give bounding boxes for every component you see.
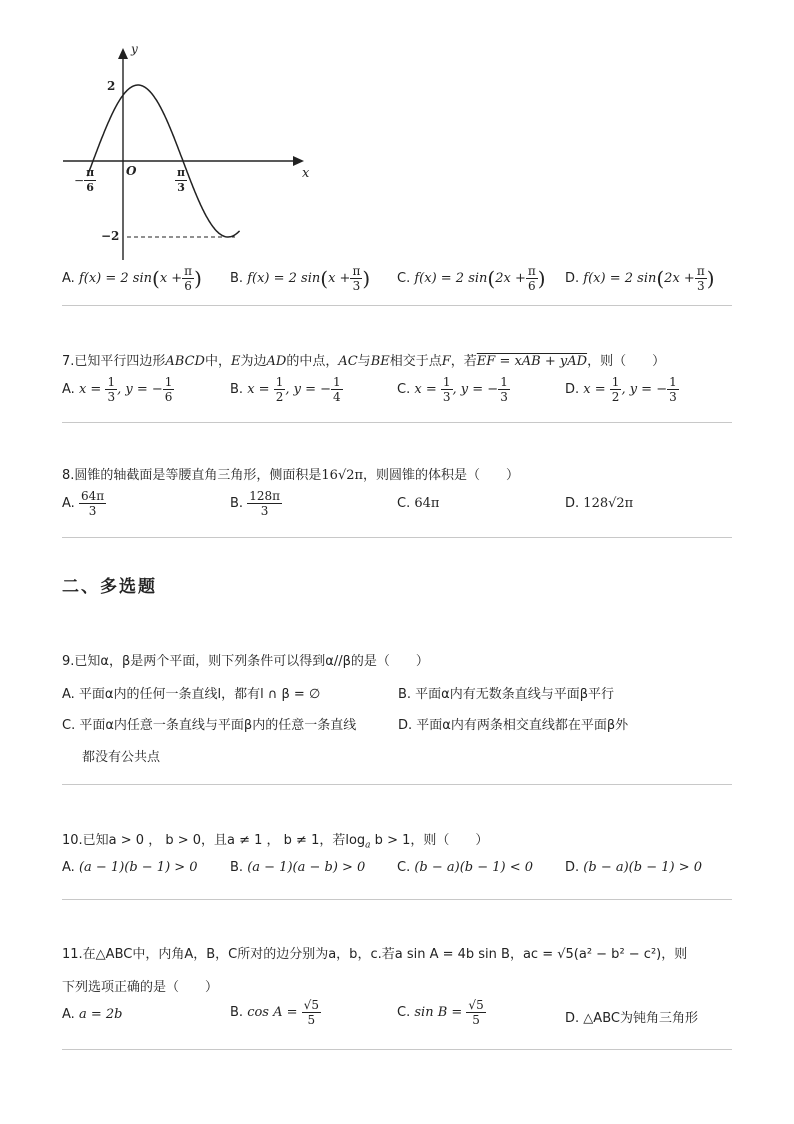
q10-option-a[interactable]: A. (a − 1)(b − 1) > 0	[62, 860, 198, 875]
q10-option-c[interactable]: C. (b − a)(b − 1) < 0	[397, 860, 534, 875]
q8-option-d[interactable]: D. 128√2π	[565, 496, 634, 511]
q8-option-b[interactable]: B. $\frac{128\pi}{3}$	[230, 489, 280, 518]
q11-option-d[interactable]: D. △ABC为钝角三角形	[565, 1011, 698, 1026]
q9-option-d[interactable]: D. 平面α内有两条相交直线都在平面β外	[398, 718, 629, 733]
q11-stem-line2: 下列选项正确的是（ ）	[62, 980, 219, 995]
y-min-tick: −2	[101, 229, 120, 243]
q9-stem: 9.已知α，β是两个平面，则下列条件可以得到α//β的是（ ）	[62, 654, 429, 669]
divider	[62, 422, 732, 423]
y-axis-label: y	[131, 42, 138, 56]
q7-option-c[interactable]: C. x = $\frac{1}{3}$ , y = − $\frac{1}{3}$	[397, 375, 508, 404]
sine-graph	[55, 40, 325, 260]
q7-option-b[interactable]: B. x = $\frac{1}{2}$ , y = − $\frac{1}{4}$	[230, 375, 341, 404]
y-max-tick: 2	[107, 79, 116, 93]
q6-option-d[interactable]: D. f(x) = 2 sin(2x + $\frac{\pi}{3}$ )	[565, 264, 715, 293]
q6-option-c[interactable]: C. f(x) = 2 sin(2x + $\frac{\pi}{6}$ )	[397, 264, 546, 293]
q11-option-b[interactable]: B. cos A = $\frac{√5}{5}$	[230, 998, 319, 1027]
section-title: 二、多选题	[62, 577, 157, 597]
q9-option-c[interactable]: C. 平面α内任意一条直线与平面β内的任意一条直线	[62, 718, 357, 733]
q8-option-c[interactable]: C. 64π	[397, 496, 440, 511]
y-axis-arrow	[118, 48, 128, 59]
q6-option-a[interactable]: A. f(x) = 2 sin(x + $\frac{\pi}{6}$ )	[62, 264, 202, 293]
x-axis-arrow	[293, 156, 304, 166]
q9-option-b[interactable]: B. 平面α内有无数条直线与平面β平行	[398, 687, 615, 702]
q7-option-d[interactable]: D. x = $\frac{1}{2}$ , y = − $\frac{1}{3}$	[565, 375, 677, 404]
origin-label: O	[126, 164, 137, 178]
q8-stem: 8.圆锥的轴截面是等腰直角三角形，侧面积是16√2π，则圆锥的体积是（ ）	[62, 468, 520, 483]
q7-stem: 7.已知平行四边形ABCD中，E为边AD的中点，AC与BE相交于点F，若EF = xAB + yAD，则（ ）	[62, 354, 666, 369]
q10-option-b[interactable]: B. (a − 1)(a − b) > 0	[230, 860, 366, 875]
q11-option-c[interactable]: C. sin B = $\frac{√5}{5}$	[397, 998, 484, 1027]
q11-stem: 11.在△ABC中，内角A，B，C所对的边分别为a，b，c.若a sin A = 4b sin B，ac = √5(a² − b² − c²)，则	[62, 947, 688, 962]
x-tick-neg-pi-6: − $\frac{\pi}{6}$	[74, 166, 95, 194]
q7-option-a[interactable]: A. x = $\frac{1}{3}$ , y = − $\frac{1}{6}$	[62, 375, 173, 404]
q11-option-a[interactable]: A. a = 2b	[62, 1007, 123, 1022]
x-axis-label: x	[302, 166, 310, 181]
divider	[62, 537, 732, 538]
q9-option-c-continued: 都没有公共点	[82, 750, 161, 765]
x-tick-pi-3: $\frac{\pi}{3}$	[177, 166, 186, 194]
vector-equation: EF = xAB + yAD	[476, 354, 588, 369]
divider	[62, 305, 732, 306]
divider	[62, 899, 732, 900]
q8-option-a[interactable]: A. $\frac{64\pi}{3}$	[62, 489, 105, 518]
q10-stem: 10.已知a > 0 ， b > 0，且a ≠ 1 ， b ≠ 1，若$\log_a b > 1$，则（ ）	[62, 833, 489, 851]
q10-option-d[interactable]: D. (b − a)(b − 1) > 0	[565, 860, 702, 875]
q9-option-a[interactable]: A. 平面α内的任何一条直线l，都有l ∩ β = ∅	[62, 687, 321, 702]
divider	[62, 784, 732, 785]
divider	[62, 1049, 732, 1050]
q6-option-b[interactable]: B. f(x) = 2 sin(x + $\frac{\pi}{3}$ )	[230, 264, 371, 293]
